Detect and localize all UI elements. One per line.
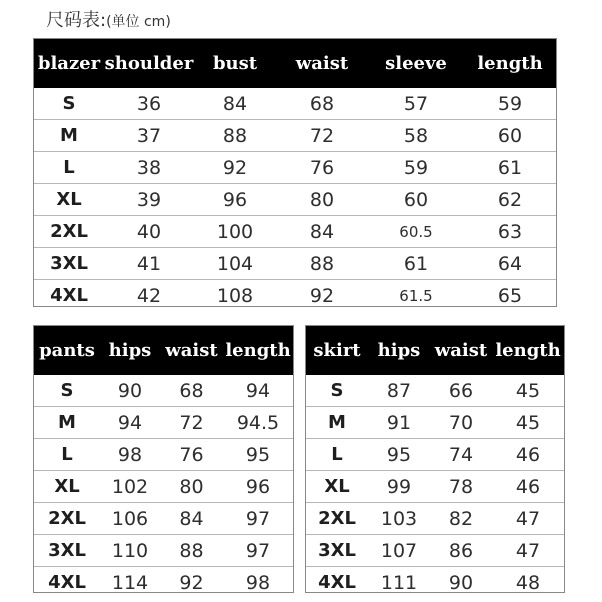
table-row: [34, 120, 556, 152]
value-cell: 80: [160, 471, 223, 503]
value-cell: 80: [276, 184, 368, 216]
value-cell: 68: [309, 92, 335, 115]
size-cell: M: [34, 407, 100, 439]
value-cell: 94.5: [223, 407, 293, 439]
value-cell: 76: [276, 152, 368, 184]
value-cell: 96: [223, 471, 293, 503]
header-cell: bust: [194, 39, 276, 88]
pants-header-row: [34, 326, 293, 375]
value-cell: 97: [223, 535, 293, 567]
value-cell: 92: [194, 152, 276, 184]
table-row: [34, 439, 293, 471]
value-cell: 84: [222, 92, 248, 115]
value-cell: 41: [104, 248, 194, 280]
table-row: [34, 535, 293, 567]
value-cell: 111: [368, 567, 430, 599]
value-cell: 95: [368, 439, 430, 471]
value-cell: 98: [223, 567, 293, 599]
value-cell: 74: [430, 439, 492, 471]
value-cell: 60.5: [368, 216, 464, 248]
value-cell: 90: [430, 567, 492, 599]
value-cell: 88: [194, 120, 276, 152]
size-cell: 4XL: [34, 567, 100, 599]
value-cell: 90: [117, 379, 143, 402]
header-cell: length: [492, 326, 564, 375]
header-cell: length: [223, 326, 293, 375]
header-cell: waist: [276, 39, 368, 88]
value-cell: 95: [223, 439, 293, 471]
size-cell: 4XL: [34, 280, 104, 312]
value-cell: 37: [104, 120, 194, 152]
table-row: [34, 471, 293, 503]
header-cell: length: [464, 39, 556, 88]
value-cell: 96: [194, 184, 276, 216]
size-cell: XL: [34, 184, 104, 216]
value-cell: 46: [492, 439, 564, 471]
value-cell: 65: [464, 280, 556, 312]
value-cell: 45: [515, 379, 541, 402]
value-cell: 45: [492, 407, 564, 439]
value-cell: 78: [430, 471, 492, 503]
size-cell: 2XL: [306, 503, 368, 535]
size-cell: S: [62, 93, 76, 114]
value-cell: 61.5: [368, 280, 464, 312]
table-row: [306, 503, 564, 535]
value-cell: 58: [368, 120, 464, 152]
value-cell: 98: [100, 439, 160, 471]
header-cell: shoulder: [104, 39, 194, 88]
value-cell: 103: [368, 503, 430, 535]
table-row: [34, 280, 556, 312]
table-row: [34, 503, 293, 535]
table-row: [306, 375, 564, 407]
value-cell: 60: [368, 184, 464, 216]
value-cell: 61: [368, 248, 464, 280]
value-cell: 88: [276, 248, 368, 280]
size-cell: S: [60, 380, 74, 401]
skirt-size-table: [306, 326, 564, 598]
table-row: [306, 567, 564, 599]
table-row: [34, 184, 556, 216]
value-cell: 92: [276, 280, 368, 312]
value-cell: 84: [160, 503, 223, 535]
size-chart-title: [46, 6, 171, 32]
table-row: [34, 375, 293, 407]
value-cell: 59: [368, 152, 464, 184]
value-cell: 39: [104, 184, 194, 216]
value-cell: 72: [160, 407, 223, 439]
value-cell: 38: [104, 152, 194, 184]
value-cell: 94: [100, 407, 160, 439]
header-cell: skirt: [306, 326, 368, 375]
header-cell: blazer: [34, 39, 104, 88]
size-cell: 2XL: [34, 503, 100, 535]
value-cell: 57: [403, 92, 429, 115]
value-cell: 108: [194, 280, 276, 312]
value-cell: 47: [492, 535, 564, 567]
header-cell: pants: [34, 326, 100, 375]
header-cell: sleeve: [368, 39, 464, 88]
value-cell: 84: [276, 216, 368, 248]
pants-size-table: [34, 326, 293, 598]
value-cell: 60: [464, 120, 556, 152]
table-row: [306, 471, 564, 503]
table-row: [34, 248, 556, 280]
size-cell: M: [306, 407, 368, 439]
value-cell: 76: [160, 439, 223, 471]
blazer-header-row: [34, 39, 556, 88]
table-row: [34, 407, 293, 439]
table-row: [34, 152, 556, 184]
value-cell: 62: [464, 184, 556, 216]
table-row: [306, 535, 564, 567]
size-cell: 3XL: [306, 535, 368, 567]
table-row: [34, 216, 556, 248]
size-cell: 2XL: [34, 216, 104, 248]
table-row: [34, 88, 556, 120]
size-cell: L: [34, 152, 104, 184]
value-cell: 99: [368, 471, 430, 503]
title-text: 尺码表:: [46, 10, 107, 31]
value-cell: 110: [100, 535, 160, 567]
value-cell: 106: [100, 503, 160, 535]
size-cell: 4XL: [306, 567, 368, 599]
value-cell: 94: [245, 379, 271, 402]
value-cell: 114: [100, 567, 160, 599]
value-cell: 40: [104, 216, 194, 248]
value-cell: 36: [136, 92, 162, 115]
size-cell: L: [34, 439, 100, 471]
header-cell: waist: [430, 326, 492, 375]
value-cell: 66: [448, 379, 474, 402]
value-cell: 91: [368, 407, 430, 439]
header-cell: hips: [100, 326, 160, 375]
value-cell: 42: [104, 280, 194, 312]
unit-note: (单位 cm): [106, 14, 171, 30]
value-cell: 86: [430, 535, 492, 567]
value-cell: 63: [464, 216, 556, 248]
table-row: [34, 567, 293, 599]
value-cell: 61: [464, 152, 556, 184]
value-cell: 88: [160, 535, 223, 567]
value-cell: 48: [492, 567, 564, 599]
value-cell: 92: [160, 567, 223, 599]
skirt-header-row: [306, 326, 564, 375]
size-cell: 3XL: [34, 535, 100, 567]
value-cell: 64: [464, 248, 556, 280]
value-cell: 72: [276, 120, 368, 152]
value-cell: 46: [492, 471, 564, 503]
value-cell: 82: [430, 503, 492, 535]
blazer-size-table: [34, 39, 556, 311]
header-cell: hips: [368, 326, 430, 375]
size-cell: S: [330, 380, 344, 401]
value-cell: 102: [100, 471, 160, 503]
value-cell: 100: [194, 216, 276, 248]
size-cell: XL: [306, 471, 368, 503]
table-row: [306, 407, 564, 439]
table-row: [306, 439, 564, 471]
value-cell: 97: [223, 503, 293, 535]
size-cell: 3XL: [34, 248, 104, 280]
value-cell: 47: [492, 503, 564, 535]
value-cell: 59: [497, 92, 523, 115]
value-cell: 104: [194, 248, 276, 280]
header-cell: waist: [160, 326, 223, 375]
value-cell: 87: [386, 379, 412, 402]
value-cell: 68: [179, 379, 204, 402]
value-cell: 107: [368, 535, 430, 567]
size-cell: M: [34, 120, 104, 152]
size-cell: L: [306, 439, 368, 471]
value-cell: 70: [430, 407, 492, 439]
size-cell: XL: [34, 471, 100, 503]
